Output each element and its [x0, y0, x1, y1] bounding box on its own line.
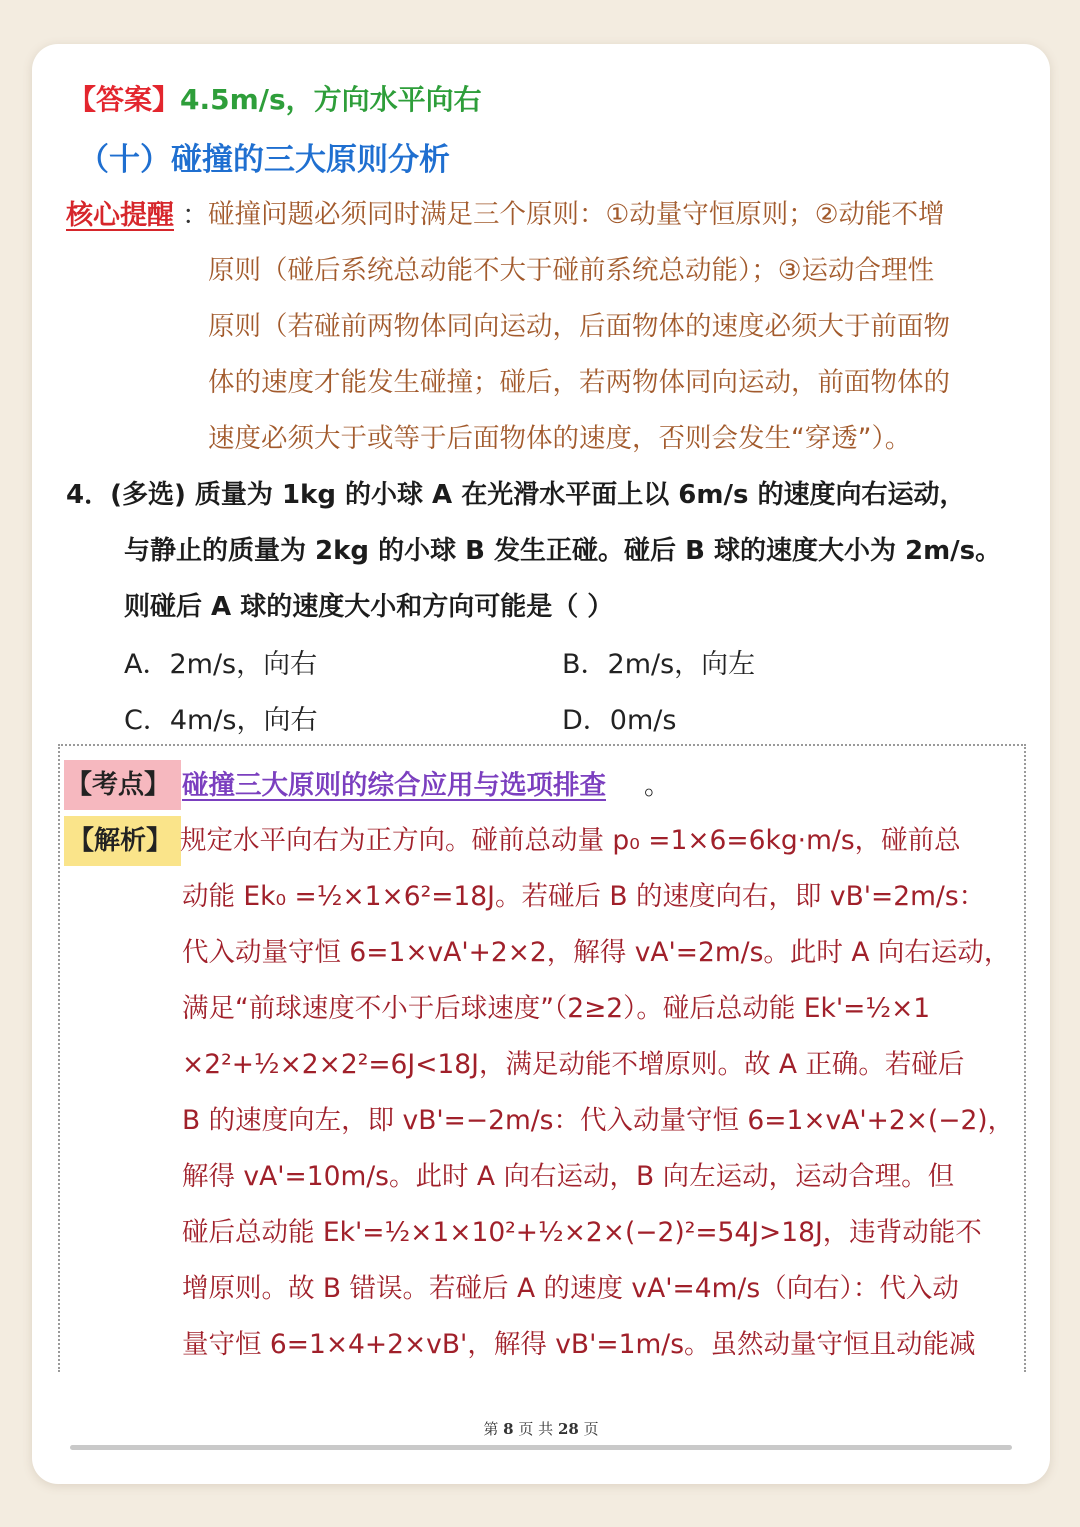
- option-c: C．4m/s，向右: [124, 705, 318, 736]
- kaodian-text: 碰撞三大原则的综合应用与选项排查: [182, 770, 606, 801]
- hint-line-5: 速度必须大于或等于后面物体的速度，否则会发生“穿透”）。: [208, 423, 912, 454]
- answer-text: 4.5m/s，方向水平向右: [180, 83, 482, 116]
- kaodian-end: 。: [644, 770, 671, 801]
- option-b: B．2m/s，向左: [562, 649, 756, 680]
- question-line-3: 则碰后 A 球的速度大小和方向可能是（ ）: [124, 592, 614, 622]
- analysis-line-6: B 的速度向左，即 vB'=−2m/s：代入动量守恒 6=1×vA'+2×(−2)，: [182, 1105, 1015, 1136]
- page-footer: [32, 1418, 1050, 1439]
- analysis-line-7: 解得 vA'=10m/s。此时 A 向右运动，B 向左运动，运动合理。但: [182, 1161, 955, 1192]
- analysis-line-8: 碰后总动能 Ek'=½×1×10²+½×2×(−2)²=54J>18J，违背动能不: [182, 1217, 982, 1248]
- answer-line: [68, 78, 482, 118]
- analysis-line-2: 动能 Ek₀ =½×1×6²=18J。若碰后 B 的速度向右，即 vB'=2m/s：: [182, 881, 986, 912]
- footer-total-pages: 28: [557, 1420, 579, 1438]
- section-title: （十）碰撞的三大原则分析: [78, 142, 450, 178]
- hint-label: 核心提醒: [66, 200, 174, 231]
- answer-tag: 【答案】: [68, 83, 181, 116]
- analysis-line-1: 规定水平向右为正方向。碰前总动量 p₀ =1×6=6kg·m/s，碰前总: [180, 825, 961, 856]
- footer-mid: 页 共: [518, 1420, 554, 1438]
- hint-line-2: 原则（碰后系统总动能不大于碰前系统总动能）；③运动合理性: [208, 255, 935, 286]
- question-line-2: 与静止的质量为 2kg 的小球 B 发生正碰。碰后 B 球的速度大小为 2m/s。: [124, 536, 1002, 566]
- analysis-line-10: 量守恒 6=1×4+2×vB'，解得 vB'=1m/s。虽然动量守恒且动能减: [182, 1329, 976, 1360]
- footer-post: 页: [583, 1420, 599, 1438]
- footer-pre: 第: [483, 1420, 499, 1438]
- document-page: [32, 44, 1050, 1484]
- hint-line-4: 体的速度才能发生碰撞；碰后，若两物体同向运动，前面物体的: [208, 367, 950, 398]
- option-a: A．2m/s，向右: [124, 649, 318, 680]
- analysis-line-5: ×2²+½×2×2²=6J<18J，满足动能不增原则。故 A 正确。若碰后: [182, 1049, 965, 1080]
- jiexi-tag: 【解析】: [64, 816, 181, 866]
- option-d: D．0m/s: [562, 705, 677, 736]
- hint-line-3: 原则（若碰前两物体同向运动，后面物体的速度必须大于前面物: [208, 311, 950, 342]
- footer-divider: [70, 1445, 1012, 1450]
- footer-page-number: 8: [503, 1420, 514, 1438]
- analysis-line-4: 满足“前球速度不小于后球速度”（2≥2）。碰后总动能 Ek'=½×1: [182, 993, 931, 1024]
- analysis-line-3: 代入动量守恒 6=1×vA'+2×2，解得 vA'=2m/s。此时 A 向右运动，: [182, 937, 1011, 968]
- analysis-line-9: 增原则。故 B 错误。若碰后 A 的速度 vA'=4m/s（向右）：代入动: [182, 1273, 959, 1304]
- hint-line-1: 碰撞问题必须同时满足三个原则：①动量守恒原则；②动能不增: [208, 199, 945, 230]
- question-line-1: 4．(多选) 质量为 1kg 的小球 A 在光滑水平面上以 6m/s 的速度向右运动，: [66, 480, 966, 510]
- hint-colon: ：: [182, 200, 209, 231]
- kaodian-tag: 【考点】: [64, 760, 181, 810]
